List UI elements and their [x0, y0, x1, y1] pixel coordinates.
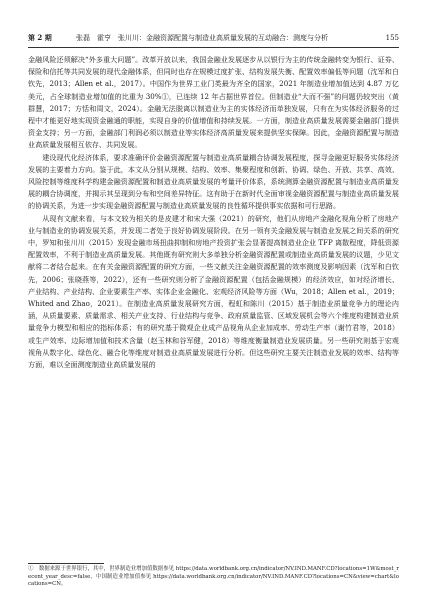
header-rule	[28, 47, 399, 48]
running-header	[28, 32, 399, 44]
footnote: ① 数据来源于世界银行，其中，世界制造业增加值数据参见 https://data.worldbank.org.cn/indicator/NV.IND.MANF.CD?locations=1W&most_recent_year_desc=false，中国制造业增加值参见 https://data.worldbank.org.cn/indicator/NV.IND.MANF.CD?locations=CN&view=chart&locations=CN。	[28, 566, 399, 588]
body-text	[28, 54, 399, 371]
paragraph-3: 从现有文献来看，与本文较为相关的是皮建才和宋大强（2021）的研究，他们从房地产金融化视角分析了房地产业与制造业的协调发展关系，并发现二者处于良好协调发展阶段。在另一领有关金融发展与制造业发展之间关系的研究中，罗知和张川川（2015）发现金融市场扭曲抑制和房地产投资扩张会显著提高制造业企业 TFP 离散程度，降低资源配置效率，不利于制造业高质量发展。其他既有研究则大多单独分析金融资源配置或制造业高质量发展的议题，少见文献将二者结合起来。在有关金融资源配置的研究方面，一些文献关注金融资源配置的效率测度及影响因素（沈军和白钦先，2006；张晓燕等，2022），还有一些研究则分析了金融资源配置（包括金融规模）的经济效应，如对经济增长、产业结构、产业结构、企业要素生产率、实体企业金融化、宏观经济风险等方面（Wu，2018；Allen et al.，2019；Whited and Zhao，2021）。在制造业高质量发展研究方面，程虹和陈川（2015）基于制造业质量竞争力的理论内涵，从质量要素、质量需求、相关产业支持、行业结构与竞争、政府质量监管、区域发展机会等六个维度构建制造业质量竞争力模型和相应的指标体系；有的研究基于微观企业成产品视角从企业加成率、劳动生产率（谢竹君等，2018）或生产效率、边际增加值和技术含量（赵玉林和谷军健，2018）等维度衡量制造业发展质量。另一些研究则基于宏观视角从数字化、绿色化、融合化等维度对制造业高质量发展进行分析。但这些研究主要关注制造业发展的效率、结构等方面，难以全面测度制造业高质量发展的	[28, 213, 399, 370]
footnote-rule	[28, 563, 104, 564]
paragraph-2: 建设现代化经济体系，要求准确评价金融资源配置与制造业高质量耦合协调发展程度，探寻金融更好服务实体经济发展的主要着力方向。鉴于此，本文从分别从规模、结构、效率、集聚程度和创新、协调、绿色、开放、共享、高效、风险控制等维度科学构建金融资源配置和制造业高质量发展的考量评价体系，系统测算金融资源配置与制造业高质量发展的耦合协调度，并揭示其呈现到分布和空间差异特征。这有助于在新时代全面审视金融资源配置与制造业高质量发展的协调关系，为进一步实现金融资源配置与制造业高质量发展的良性循环提供事实依据和可行思路。	[28, 152, 399, 211]
running-head-title: 张磊 霍亨 张川川：金融资源配置与制造业高质量发展的互动融合：测度与分析	[76, 34, 328, 42]
issue-label: 第 2 期	[28, 33, 52, 42]
page-number: 155	[385, 34, 399, 42]
paragraph-1: 金融风险还须解决“外多重大问题”。改革开放以来，我国金融业发展逐步从以银行为主的传统金融转变为银行、证券、保险和信托等共同发展的现代金融体系，但同时也存在规模过度扩张、结构发展失衡、配置效率偏低等问题（沈军和白钦先，2013；Allen et al.，2017）。中国作为世界工业门类最为齐全的国家，2021 年制造业增加值达到 4.87 万亿美元，占全球制造业增加值的比重为 30%①，已连续 12 年占据世界首位。但制造业“大而不强”的问题仍较突出（黄群慧，2017；方恬和周文，2024）。金融无法脱离以制造业为主的实体经济而单独发展，只有在为实体经济服务的过程中才能更好地实现资金融通的职能，实现自身的价值增值和持续发展。一方面，制造业高质量发展需要金融部门提供资金支持；另一方面，金融部门利润必须以制造业等实体经济高质量发展来提供坚实保障。因此，金融资源配置与制造业高质量发展相互依存、共同发展。	[28, 55, 399, 150]
